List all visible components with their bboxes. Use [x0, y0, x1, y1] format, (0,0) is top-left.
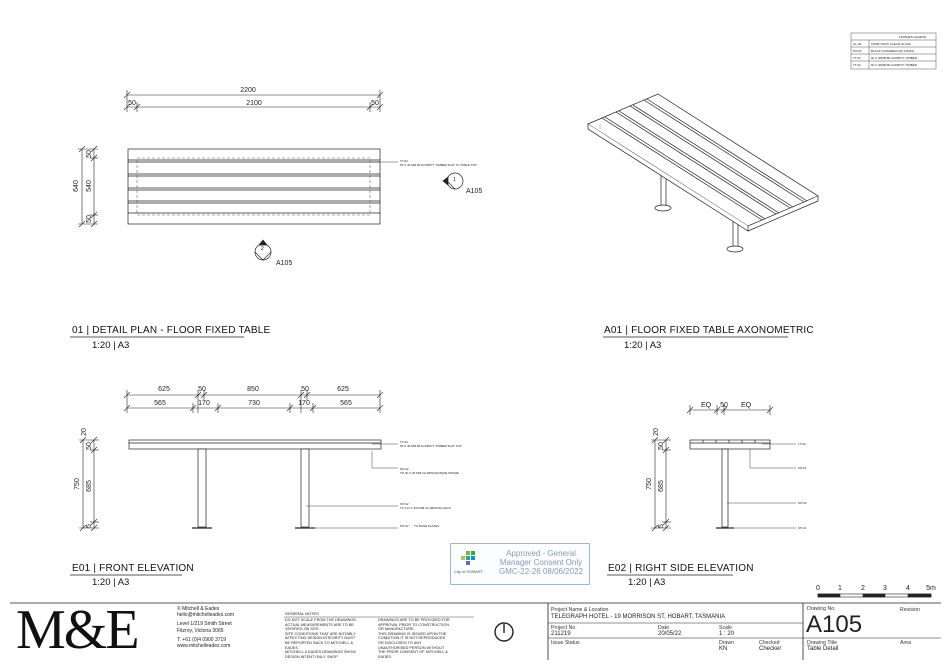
project-no-label: Project No. [551, 625, 577, 631]
dim-depth-inner: 540 [86, 180, 93, 192]
area-label: Area [900, 640, 911, 646]
firm-website: www.mitchelleades.com [177, 643, 231, 650]
front-dim: 625 [337, 386, 349, 393]
side-view-scale: 1:20 | A3 [628, 577, 666, 588]
front-leader-note: TO BASE PLATES [414, 524, 440, 528]
front-top2-dim: 50 [86, 442, 93, 450]
dim-inner-length: 2100 [246, 100, 262, 107]
city-of-hobart-logo-icon [453, 545, 493, 583]
plan-finish-tag: TT-02 [400, 159, 408, 163]
approval-text [495, 549, 587, 576]
side-leader-tag: TT-02 [798, 442, 806, 446]
note-line: MITCHELL & EADES DRAWINGS SHOW [285, 650, 356, 655]
firm-email: hello@mitchelleades.com [177, 612, 235, 619]
front-dim: 850 [247, 386, 259, 393]
project-value: TELEGRAPH HOTEL - 19 MORRISON ST, HOBART, TASMANIA [551, 614, 726, 620]
scale-label: 5m [926, 585, 936, 592]
firm-address-2: Fitzroy, Victoria 3065 [177, 627, 224, 634]
approval-line-3: GMC-22-26 08/06/2022 [498, 567, 584, 576]
side-leader-tag: MT-01 [798, 466, 807, 470]
issue-status-label: Issue Status [551, 640, 580, 646]
note-line: EADES. [378, 654, 392, 659]
legend-code: MT-02 [853, 49, 862, 53]
dim-depth: 640 [73, 180, 80, 192]
drawing-title-label: Drawing Title [807, 640, 837, 646]
plan-view-title: 01 | DETAIL PLAN - FLOOR FIXED TABLE [72, 325, 271, 336]
note-line: ACTUAL MEASUREMENTS ARE TO BE [285, 622, 354, 627]
approval-stamp [450, 543, 590, 585]
firm-address-1: Level 1/219 Smith Street [177, 621, 232, 628]
legend-desc: 60 X 40MM BLACKBUTT TIMBER [871, 56, 917, 60]
table-axonometric [588, 94, 818, 252]
note-line: DESIGN INTENT ONLY. SHOP [285, 654, 338, 659]
legend-desc: BLACK POWDERCOAT FINISH [871, 49, 914, 53]
scale-label: 0 [816, 585, 820, 592]
firm-phone: T: +61 (0)4 0900 3719 [177, 636, 227, 643]
dim-end-right: 50 [371, 100, 379, 107]
side-leaders [727, 444, 796, 528]
approval-line-2: Manager Consent Only [499, 558, 583, 567]
firm-logo: M&E [16, 599, 138, 661]
side-height: 750 [646, 478, 653, 490]
axo-view-scale: 1:20 | A3 [624, 340, 662, 351]
table-front-elevation [129, 440, 381, 528]
scale-value: 1 : 20 [719, 631, 735, 637]
scale-label: 3 [883, 585, 887, 592]
front-dim: 730 [248, 400, 260, 407]
note-line: BE REPORTED BACK TO MITCHELL & [285, 640, 354, 645]
firm-info [177, 606, 234, 649]
front-view-title: E01 | FRONT ELEVATION [72, 563, 194, 574]
drawing-number: A105 [806, 611, 863, 638]
legend-desc: 10MM THICK CLEAR GLASS [871, 42, 911, 46]
legend-code: TT-07 [853, 56, 861, 60]
front-dim: 170 [298, 400, 310, 407]
side-base-dim: 5 [658, 524, 665, 528]
note-line: CONDITION IT IS NOT REPRODUCED [378, 636, 446, 641]
front-leaders [306, 444, 398, 528]
front-dim: 170 [198, 400, 210, 407]
section-number: 1 [453, 177, 456, 183]
side-dim-eq: EQ [700, 402, 712, 409]
note-line: DO NOT SCALE FROM THE DRAWINGS. [285, 618, 357, 622]
project-label: Project Name & Location [551, 607, 609, 613]
note-line: UNAUTHORISED PERSON WITHOUT [378, 645, 445, 650]
scale-label: Scale [719, 625, 732, 631]
front-dimension-lines [79, 390, 383, 531]
front-dim: 565 [154, 400, 166, 407]
side-leader-tag: MT-02 [798, 501, 807, 505]
section-number: 2 [261, 246, 264, 252]
front-dim: 565 [340, 400, 352, 407]
front-top-dim: 20 [81, 428, 88, 436]
side-dim-eq: EQ [740, 402, 752, 409]
plan-view-scale: 1:20 | A3 [92, 340, 130, 351]
general-notes-heading: GENERAL NOTES [285, 611, 319, 616]
side-leader-tag: MT-01 [798, 526, 807, 530]
date-label: Date [658, 625, 669, 631]
legend-code: GL-06 [853, 42, 862, 46]
firm-copyright: © Mitchell & Eades [177, 606, 220, 612]
scale-label: 2 [861, 585, 865, 592]
project-no-value: 211219 [551, 631, 571, 637]
checked-value: Checker [759, 646, 782, 652]
side-top2-dim: 50 [658, 442, 665, 450]
dim-edge-bottom: 50 [86, 215, 93, 223]
general-notes-col-1 [285, 618, 357, 659]
side-dim-mid: 50 [720, 402, 728, 409]
legend-code: TT-02 [853, 63, 861, 67]
side-top-dim: 20 [653, 428, 660, 436]
front-leg-height: 685 [86, 480, 93, 492]
table-side-elevation [690, 440, 770, 528]
front-leader-note: TO 114 X 300 MM ALUMINIUM LEGS [400, 506, 451, 510]
legend-title: FINISHES LEGEND [899, 35, 927, 39]
note-line: OR MANUFACTURE. [378, 627, 415, 632]
dim-overall-length: 2200 [240, 87, 256, 94]
front-dim: 625 [158, 386, 170, 393]
note-line: THE PRIOR CONSENT OF MITCHELL & [378, 650, 448, 655]
plan-finish-note: 60 X 40 MM BLACKBUTT TIMBER SLAT TO TABLE TOP [400, 163, 477, 167]
drawing-no-label: Drawing No. [807, 606, 836, 612]
table-plan [128, 149, 380, 224]
scale-label: 1 [838, 585, 842, 592]
front-height: 750 [74, 478, 81, 490]
front-leader-tag: MT-02 [400, 524, 409, 528]
scale-bar [818, 594, 931, 597]
approval-line-1: Approved - General [506, 549, 576, 558]
revision-label: Revision [900, 607, 920, 613]
front-leader-tag: MT-02 [400, 467, 409, 471]
legend-desc: 60 X 40MM BLACKBUTT TIMBER [871, 63, 917, 67]
front-dim: 50 [198, 386, 206, 393]
note-line: OR DISCLOSED TO ANY [378, 640, 422, 645]
note-line: VERIFIED ON SITE. [285, 627, 320, 632]
note-line: SITE CONDITIONS THAT ARE NOTABLY [285, 631, 356, 636]
note-line: DRAWINGS ARE TO BE PROVIDED FOR [378, 618, 450, 622]
front-view-scale: 1:20 | A3 [92, 577, 130, 588]
drawn-value: KN [719, 646, 728, 652]
north-arrow-icon [495, 623, 513, 641]
city-of-hobart-text: City of HOBART [454, 569, 484, 574]
front-leader-tag: TT-02 [400, 440, 408, 444]
front-base-dim: 5 [86, 524, 93, 528]
title-underlines [70, 337, 788, 575]
checked-label: Checked [759, 640, 780, 646]
note-line: APPROVAL PRIOR TO CONSTRUCTION [378, 622, 449, 627]
general-notes-col-2 [378, 618, 450, 659]
front-leader-note: 60 X 40 MM BLACKBUTT TIMBER SLAT TOP [400, 444, 462, 448]
front-dim: 50 [301, 386, 309, 393]
front-leader-note: TO 60 X 30 MM ALUMINIUM BASE FRAME [400, 471, 459, 475]
note-line: THIS DRAWING IS ISSUED UPON THE [378, 631, 447, 636]
section-ref: A105 [466, 188, 483, 195]
title-block-frame [10, 603, 941, 660]
date-value: 20/05/22 [658, 631, 682, 637]
dim-edge-top: 50 [86, 150, 93, 158]
note-line: EADES. [285, 645, 299, 650]
side-leg-height: 685 [658, 480, 665, 492]
front-leader-tag: MT-02 [400, 502, 409, 506]
dim-end-left: 50 [128, 100, 136, 107]
axo-view-title: A01 | FLOOR FIXED TABLE AXONOMETRIC [604, 325, 814, 336]
note-line: AFFECTING DESIGN INTEGRITY MUST [285, 636, 356, 641]
scale-label: 4 [906, 585, 910, 592]
section-ref: A105 [276, 260, 293, 267]
side-view-title: E02 | RIGHT SIDE ELEVATION [608, 563, 754, 574]
drawn-label: Drawn [719, 640, 734, 646]
drawing-title-value: Table Detail [807, 646, 839, 652]
